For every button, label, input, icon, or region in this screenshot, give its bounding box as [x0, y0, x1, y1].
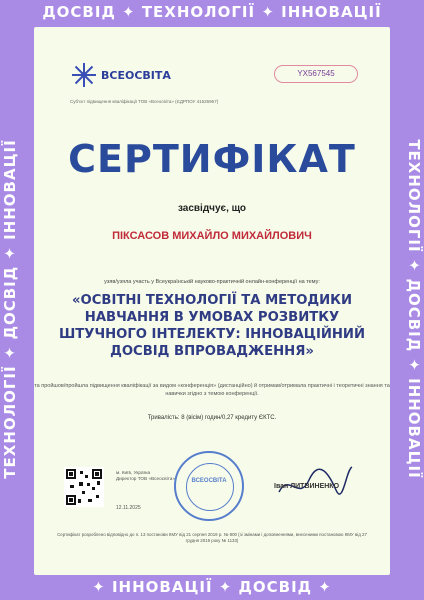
brand-subtitle: Суб'єкт підвищення кваліфікації ТОВ «Всеосвіта» (ЄДРПОУ 41526967) — [70, 99, 219, 104]
stamp-text: ВСЕОСВІТА — [191, 478, 227, 484]
snowflake-icon — [70, 61, 98, 89]
duration-text: Тривалість: 8 (вісім) годин/0,27 кредиту ЄКТС. — [147, 415, 277, 421]
conference-title: «ОСВІТНІ ТЕХНОЛОГІЇ ТА МЕТОДИКИ НАВЧАННЯ В УМОВАХ РОЗВИТКУ ШТУЧНОГО ІНТЕЛЕКТУ: ІННОВАЦІЙНИЙ ДОСВІД ВПРОВАДЖЕННЯ» — [58, 293, 366, 359]
certificate-paper — [34, 27, 390, 575]
issue-date: 12.11.2025 — [116, 505, 141, 511]
attests-text: засвідчує, що — [177, 203, 247, 214]
footer-note: Сертифікат розроблено відповідно до п. 13 постанови КМУ від 21 серпня 2019 р. № 800 (зі змінами і доповненнями, внесеними постановою КМУ від 27 грудня 2019 року № 1133) — [57, 532, 367, 543]
border-bottom-text: ✦ ІННОВАЦІЇ ✦ ДОСВІД ✦ — [92, 578, 332, 596]
certificate-code: YX567545 — [274, 65, 358, 83]
border-right-text: ТЕХНОЛОГІЇ ✦ ДОСВІД ✦ ІННОВАЦІЇ — [405, 139, 423, 479]
brand-logo — [70, 61, 171, 89]
border-top-text: ДОСВІД ✦ ТЕХНОЛОГІЇ ✦ ІННОВАЦІЇ — [42, 3, 382, 21]
brand-name: ВСЕОСВІТА — [101, 68, 171, 82]
stamp-inner-ring — [186, 463, 234, 511]
official-stamp — [174, 451, 244, 521]
issue-city — [116, 470, 175, 482]
qr-code-icon — [64, 467, 104, 507]
recipient-name: ПІКСАСОВ МИХАЙЛО МИХАЙЛОВИЧ — [112, 230, 312, 242]
certificate-title: СЕРТИФІКАТ — [68, 137, 356, 181]
details-text: та пройшов/пройшла підвищення кваліфікації за видом «конференція» (дистанційно) й отримав/отримала практичні і теоретичні знання та навички згідно з темою конференції. — [34, 383, 390, 397]
director-text: Директор ТОВ «Всеосвіта» — [116, 476, 175, 481]
signer-name: Іван ЛИТВИНЕНКО — [274, 483, 340, 490]
participation-text: узяв/узяла участь у Всеукраїнській науково-практичній онлайн-конференції на тему: — [104, 279, 320, 285]
border-left-text: ТЕХНОЛОГІЇ ✦ ДОСВІД ✦ ІННОВАЦІЇ — [1, 139, 19, 479]
city-text: м. Київ, Україна — [116, 470, 151, 475]
